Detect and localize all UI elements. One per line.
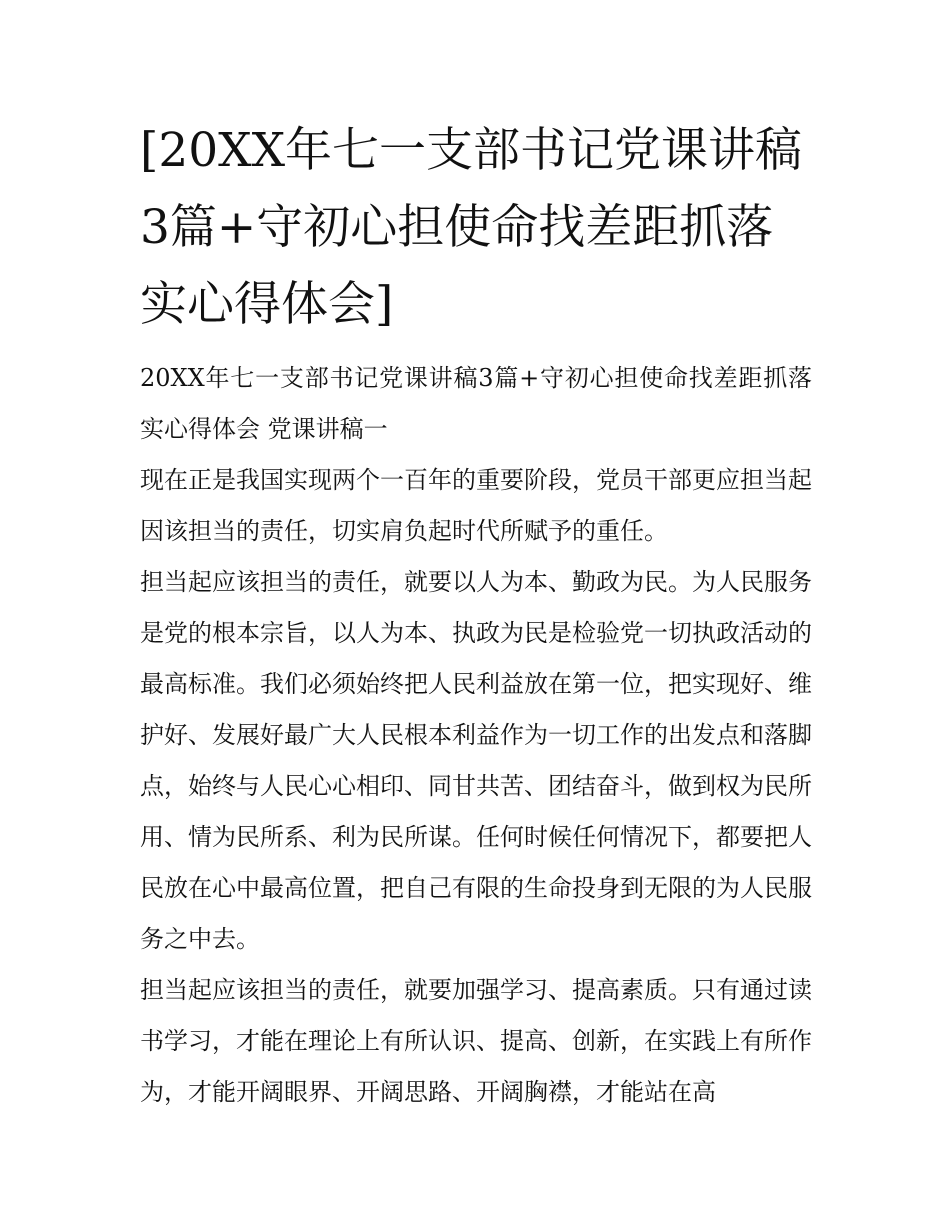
document-title: [20XX年七一支部书记党课讲稿3篇+守初心担使命找差距抓落实心得体会] [140, 123, 803, 332]
body-paragraph-1: 现在正是我国实现两个一百年的重要阶段，党员干部更应担当起因该担当的责任，切实肩负起时代所赋予的重任。 [140, 466, 812, 545]
body-paragraph-3: 担当起应该担当的责任，就要加强学习、提高素质。只有通过读书学习，才能在理论上有所认识、提高、创新，在实践上有所作为，才能开阔眼界、开阔思路、开阔胸襟，才能站在高 [140, 976, 812, 1106]
document-body [140, 112, 812, 1118]
intro-paragraph: 20XX年七一支部书记党课讲稿3篇+守初心担使命找差距抓落实心得体会 党课讲稿一 [140, 364, 812, 443]
body-paragraph-2: 担当起应该担当的责任，就要以人为本、勤政为民。为人民服务是党的根本宗旨，以人为本、执政为民是检验党一切执政活动的最高标准。我们必须始终把人民利益放在第一位，把实现好、维护好、发展好最广大人民根本利益作为一切工作的出发点和落脚点，始终与人民心心相印、同甘共苦、团结奋斗，做到权为民所用、情为民所系、利为民所谋。任何时候任何情况下，都要把人民放在心中最高位置，把自己有限的生命投身到无限的为人民服务之中去。 [140, 568, 812, 953]
